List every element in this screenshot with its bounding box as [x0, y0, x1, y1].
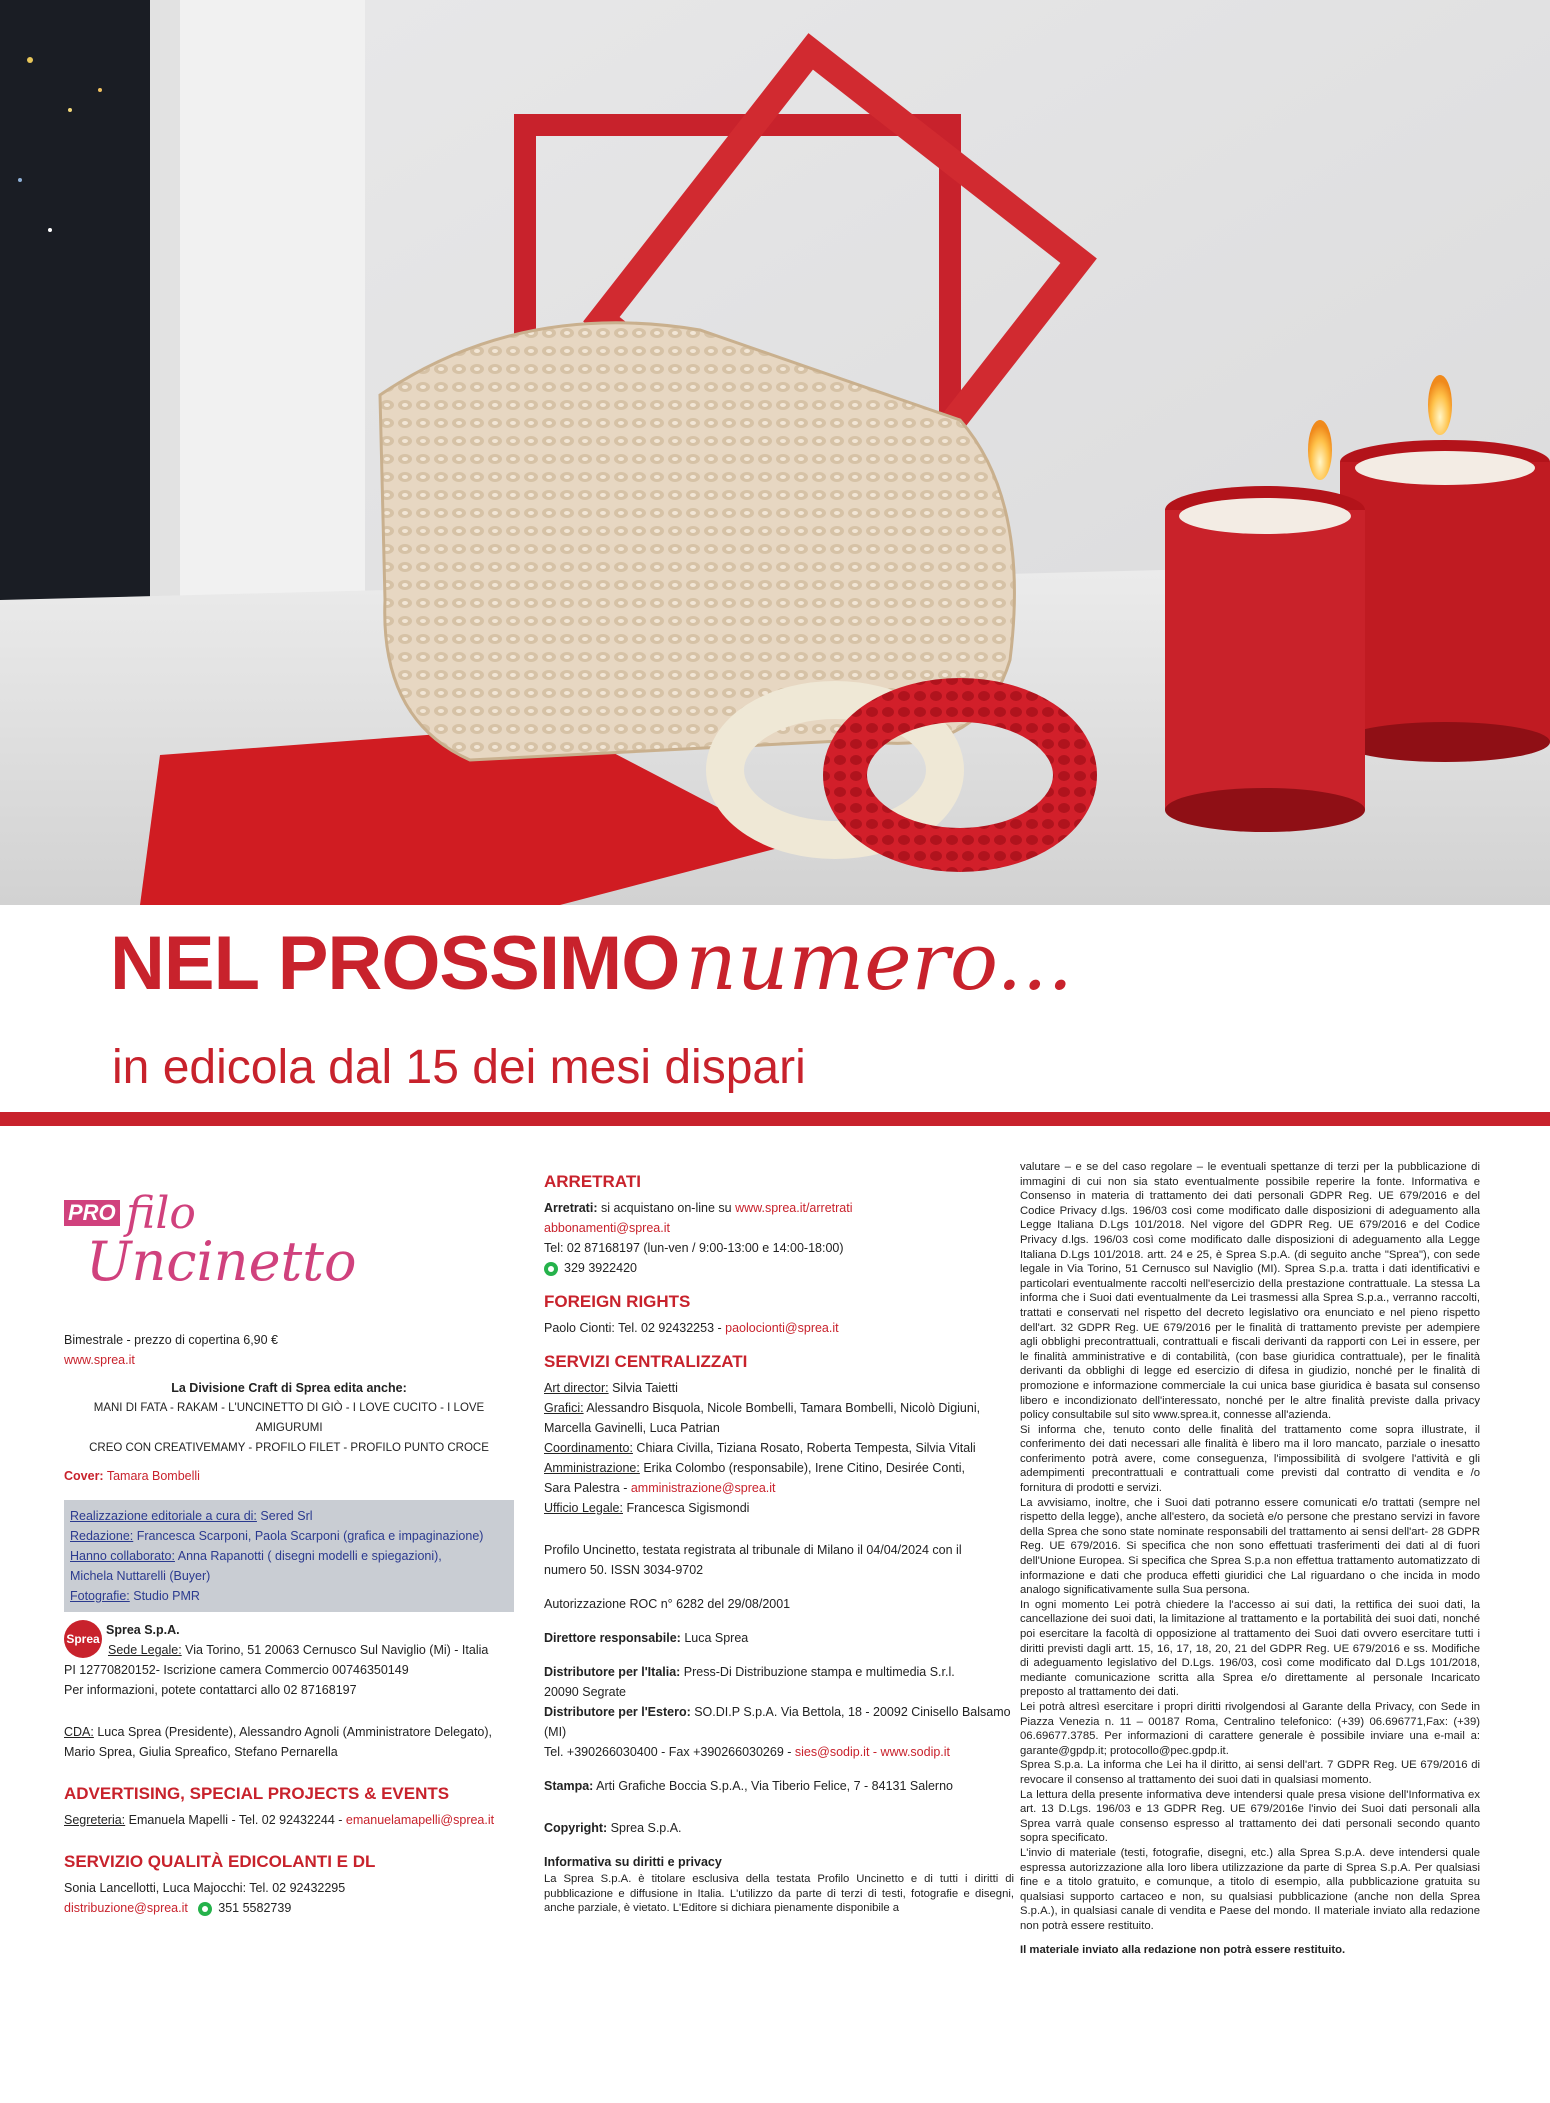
magazine-logo [64, 1180, 514, 1330]
division-title: La Divisione Craft di Sprea edita anche: [171, 1381, 407, 1395]
credit-label: Realizzazione editoriale a cura di: [70, 1509, 257, 1523]
qualita-email[interactable]: distribuzione@sprea.it [64, 1901, 188, 1915]
arretrati-url[interactable]: www.sprea.it/arretrati [735, 1201, 853, 1215]
advertising-title: ADVERTISING, SPECIAL PROJECTS & EVENTS [64, 1784, 450, 1803]
cover-value: Tamara Bombelli [106, 1469, 200, 1483]
credit-value: Sered Srl [260, 1509, 313, 1523]
arretrati-label: Arretrati: [544, 1201, 598, 1215]
copyright-value: Sprea S.p.A. [607, 1821, 682, 1835]
division-line: MANI DI FATA - RAKAM - L'UNCINETTO DI GIÒ - I LOVE CUCITO - I LOVE AMIGURUMI [93, 1402, 485, 1434]
legal-paragraph: La avvisiamo, inoltre, che i Suoi dati potranno essere comunicati e/o trattati (sempre nel rispetto della legge), anche all'estero, da società e/o persone che prestano servizi in favore della Sprea che sono state nominate responsabili del trattamento ai sensi dell'art- 28 GDPR Reg. UE 679/2016. Si specifica che non sono effettuati trasferimenti dei dati al di fuori dell'Unione Europea. Si specifica che Sprea S.p.a non effettua trattamento automatizzato di informazione e dati che produca effetti giuridici che Lal riguardano o che incida in modo analogo significativamente sulla Sua persona. [1020, 1496, 1480, 1597]
legal-paragraph: In ogni momento Lei potrà chiedere la l'accesso ai sui dati, la rettifica dei suoi dati, la cancellazione dei suoi dati, la limitazione al trattamento e la portabilità dei suoi dati, nonché poi esercitare la facoltà di opposizione al trattamento dei Suoi dati ovvero esercitare tutti i diritti previsti dagli artt. 15, 16, 17, 18, 20, 21 del GDPR Reg. UE 679/2016 e ss. Modifiche di adeguamento legislativo del D.Lgs. 196/03, così come modificato dal D.Lgs 101/2018, mediante comunicazione scritta alla Sprea e/o direttamente al personale Incaricato preposto al trattamento dei dati. [1020, 1598, 1480, 1699]
credit-label: Fotografie: [70, 1589, 130, 1603]
legal-final: Il materiale inviato alla redazione non potrà essere restituito. [1020, 1944, 1346, 1957]
headline-bold: NEL PROSSIMO [110, 921, 680, 1006]
arretrati-tel: Tel: 02 87168197 (lun-ven / 9:00-13:00 e 14:00-18:00) [544, 1241, 844, 1255]
dist-est-tel: Tel. +390266030400 - Fax +390266030269 - [544, 1745, 795, 1759]
amm-email[interactable]: amministrazione@sprea.it [630, 1481, 776, 1495]
website-link[interactable]: www.sprea.it [64, 1353, 135, 1367]
whatsapp-icon [198, 1902, 212, 1916]
column-middle [544, 1160, 1014, 1916]
legale-value: Francesca Sigismondi [623, 1501, 750, 1515]
credits-box [64, 1500, 514, 1612]
photo-illustration [0, 0, 1550, 905]
legal-paragraph: Lei potrà altresì esercitare i propri diritti rivolgendosi al Garante della Privacy, con Sede in Piazza Venezia n. 11 – 00187 Roma, Centralino telefonico: (+39) 06.696771,Fax: (+39) 06.69677.3785. Per informazioni di carattere generale è possibile inviare una e-mail a: garante@gpdp.it; protocollo@pec.gpdp.it. [1020, 1700, 1480, 1757]
company-piva: PI 12770820152- Iscrizione camera Commercio 00746350149 [64, 1663, 409, 1677]
divider-bar [0, 1112, 1550, 1126]
division-line: CREO CON CREATIVEMAMY - PROFILO FILET - PROFILO PUNTO CROCE [89, 1442, 489, 1454]
cda-value: Mario Sprea, Giulia Spreafico, Stefano Pernarella [64, 1745, 338, 1759]
legal-paragraph: La lettura della presente informativa deve intendersi quale presa visione dell'Informativa ex art. 13 D.Lgs. 196/03 e 13 GDPR Reg. UE 679/2016e l'invio dei Suoi dati personali alla Sprea varrà quale consenso espresso al trattamento dei dati personali secondo quanto sopra specificato. [1020, 1788, 1480, 1845]
copyright-label: Copyright: [544, 1821, 608, 1835]
credit-label: Redazione: [70, 1529, 134, 1543]
segreteria-label: Segreteria: [64, 1813, 126, 1827]
amm-value: Erika Colombo (responsabile), Irene Citino, Desirée Conti, [639, 1461, 966, 1475]
headline-script: numero... [685, 915, 1073, 1008]
arretrati-text: si acquistano on-line su [597, 1201, 736, 1215]
grafici-value: Alessandro Bisquola, Nicole Bombelli, Tamara Bombelli, Nicolò Digiuni, [583, 1401, 981, 1415]
cover-photo [0, 0, 1550, 905]
credit-value: Anna Rapanotti ( disegni modelli e spiegazioni), [177, 1549, 442, 1563]
cda-label: CDA: [64, 1725, 94, 1739]
amm-label: Amministrazione: [544, 1461, 640, 1475]
next-issue-headline [110, 915, 1073, 1008]
dist-est-label: Distributore per l'Estero: [544, 1705, 691, 1719]
direttore-label: Direttore responsabile: [544, 1631, 681, 1645]
sprea-logo-icon: Sprea [64, 1620, 102, 1658]
dist-it-label: Distributore per l'Italia: [544, 1665, 681, 1679]
segreteria-value: Emanuela Mapelli - Tel. 02 92432244 - [128, 1813, 346, 1827]
company-name: Sprea S.p.A. [106, 1623, 180, 1637]
stampa-value: Arti Grafiche Boccia S.p.A., Via Tiberio Felice, 7 - 84131 Salerno [593, 1779, 954, 1793]
price-line: Bimestrale - prezzo di copertina 6,90 € [64, 1333, 278, 1347]
foreign-email[interactable]: paolocionti@sprea.it [725, 1321, 839, 1335]
dist-it-value: Press-Di Distribuzione stampa e multimedia S.r.l. [680, 1665, 955, 1679]
informativa-title: Informativa su diritti e privacy [544, 1855, 722, 1869]
art-value: Silvia Taietti [608, 1381, 678, 1395]
company-sede-label: Sede Legale: [108, 1643, 182, 1657]
stampa-label: Stampa: [544, 1779, 594, 1793]
abbonamenti-email[interactable]: abbonamenti@sprea.it [544, 1221, 670, 1235]
next-issue-subtitle: in edicola dal 15 dei mesi dispari [112, 1041, 806, 1094]
legale-label: Ufficio Legale: [544, 1501, 623, 1515]
foreign-title: FOREIGN RIGHTS [544, 1292, 691, 1311]
testata-line: numero 50. ISSN 3034-9702 [544, 1563, 704, 1577]
legal-paragraph: Si informa che, tenuto conto delle finalità del trattamento come sopra illustrate, il conferimento dei dati necessari alle finalità è libero ma il loro mancato, parziale o inesatto conferimento potrà avere, come conseguenza, l'impossibilità di svolgere l'attività e gli adempimenti precontrattuali e contrattuali come previsti dal contratto di vendita e /o fornitura di prodotti e servizi. [1020, 1423, 1480, 1495]
column-left [64, 1160, 514, 1918]
credit-label: Hanno collaborato: [70, 1549, 175, 1563]
coord-value: Chiara Civilla, Tiziana Rosato, Roberta Tempesta, Silvia Vitali [632, 1441, 976, 1455]
direttore-value: Luca Sprea [680, 1631, 749, 1645]
servizi-title: SERVIZI CENTRALIZZATI [544, 1352, 748, 1371]
credit-value: Studio PMR [133, 1589, 200, 1603]
cover-label: Cover: [64, 1469, 104, 1483]
segreteria-email[interactable]: emanuelamapelli@sprea.it [345, 1813, 495, 1827]
dist-est-separator: - [869, 1745, 881, 1759]
dist-est-value: SO.DI.P S.p.A. Via Bettola, 18 - 20092 Cinisello Balsamo (MI) [544, 1705, 1011, 1739]
logo-filo: filo [126, 1188, 196, 1239]
legal-paragraph: Sprea S.p.a. La informa che Lei ha il diritto, ai sensi dell'art. 7 GDPR Reg. UE 679/2016 di revocare il consenso al trattamento dei suoi dati in qualsiasi momento. [1020, 1759, 1480, 1786]
legal-paragraph: valutare – e se del caso regolare – le eventuali spettanze di terzi per la pubblicazione di immagini di cui non sia stato eventualmente possibile reperire la fonte. Informativa e Consenso in materia di trattamento dei dati personali GDPR Reg. UE 679/2016 e del Codice Privacy d.lgs. 196/03 così come modificato dalle disposizioni di adeguamento alla Legge Italiana D.Lgs 101/2018. Nel vigore del GDPR Reg. UE 679/2016 e del Codice Privacy d.lgs. 196/03 così come modificato dalle disposizioni di adeguamento alla Legge Italiana D.Lgs 101/2018. artt. 24 e 25, è Sprea S.p.A. (di seguito anche "Sprea"), con sede legale in Via Torino, 51 Cernusco sul Naviglio (MI). Sprea S.p.a. tratta i dati identificativi e particolari eventualmente raccolti nell'esercizio della prestazione contrattuale. La stessa La informa che i Suoi dati eventualmente da Lei trasmessi alla Sprea S.p.a., verranno raccolti, trattati e conservati nel rispetto del decreto legislativo ora enunciato e nel pieno rispetto dell'art. 32 GDPR Reg. UE 679/2016 per le finalità di trattamento previste per adempiere agli obblighi precontrattuali, contrattuali e fiscali derivanti da rapporti con Lei in essere, per le finalità amministrative e di contabilità, (con base giuridica contrattuale), per le finalità derivanti da obblighi di legge ed esercizio di difesa in giudizio, nonché per le finalità di promozione e informazione commerciale la cui unica base giuridica è basata sul consenso libero e incondizionato dell'interessato, nonché per le altre finalità previste dalla privacy policy consultabile sul sito www.sprea.it, connesse all'azienda. [1020, 1161, 1480, 1422]
coord-label: Coordinamento: [544, 1441, 633, 1455]
amm-value: Sara Palestra - [544, 1481, 631, 1495]
company-info: Per informazioni, potete contattarci allo 02 87168197 [64, 1683, 357, 1697]
foreign-text: Paolo Cionti: Tel. 02 92432253 - [544, 1321, 726, 1335]
logo-pro: PRO [64, 1200, 120, 1226]
credit-value: Francesca Scarponi, Paola Scarponi (grafica e impaginazione) [136, 1529, 484, 1543]
qualita-title: SERVIZIO QUALITÀ EDICOLANTI E DL [64, 1852, 376, 1871]
dist-it-value: 20090 Segrate [544, 1685, 627, 1699]
logo-uncinetto: Uncinetto [86, 1230, 357, 1293]
column-right-legal [1020, 1160, 1480, 1958]
qualita-line: Sonia Lancellotti, Luca Majocchi: Tel. 02 92432295 [64, 1881, 346, 1895]
grafici-value: Marcella Gavinelli, Luca Patrian [544, 1421, 720, 1435]
grafici-label: Grafici: [544, 1401, 584, 1415]
arretrati-title: ARRETRATI [544, 1172, 641, 1191]
arretrati-whatsapp: 329 3922420 [564, 1261, 637, 1275]
qualita-phone: 351 5582739 [218, 1901, 292, 1915]
cda-value: Luca Sprea (Presidente), Alessandro Agnoli (Amministratore Delegato), [97, 1725, 493, 1739]
company-sede-value: Via Torino, 51 20063 Cernusco Sul Naviglio (Mi) - Italia [185, 1643, 489, 1657]
credit-value: Michela Nuttarelli (Buyer) [70, 1569, 211, 1583]
informativa-text: La Sprea S.p.A. è titolare esclusiva della testata Profilo Uncinetto e di tutti i diritti di pubblicazione e diffusione in Italia. L'utilizzo da parte di terzi di testi, fotografie e disegni, anche parziale, è vietato. L'Editore si dichiara pienamente disponibile a [544, 1873, 1014, 1915]
whatsapp-icon [544, 1262, 558, 1276]
dist-est-email[interactable]: sies@sodip.it [794, 1745, 870, 1759]
legal-paragraph: L'invio di materiale (testi, fotografie, disegni, etc.) alla Sprea S.p.A. deve intendersi quale espressa autorizzazione alla loro libera utilizzazione da parte di Sprea S.p.A. Per qualsiasi fine e a titolo gratuito, e comunque, a titolo di esempio, alla pubblicazione gratuita su qualsiasi supporto cartaceo e non, su qualsiasi pubblicazione (anche non della Sprea S.p.A.), in qualsiasi canale di vendita e Paese del mondo. Il materiale inviato alla redazione non potrà essere restituito. [1020, 1846, 1480, 1932]
roc-line: Autorizzazione ROC n° 6282 del 29/08/2001 [544, 1597, 791, 1611]
art-label: Art director: [544, 1381, 609, 1395]
testata-line: Profilo Uncinetto, testata registrata al tribunale di Milano il 04/04/2024 con il [544, 1543, 962, 1557]
dist-est-web[interactable]: www.sodip.it [880, 1745, 951, 1759]
